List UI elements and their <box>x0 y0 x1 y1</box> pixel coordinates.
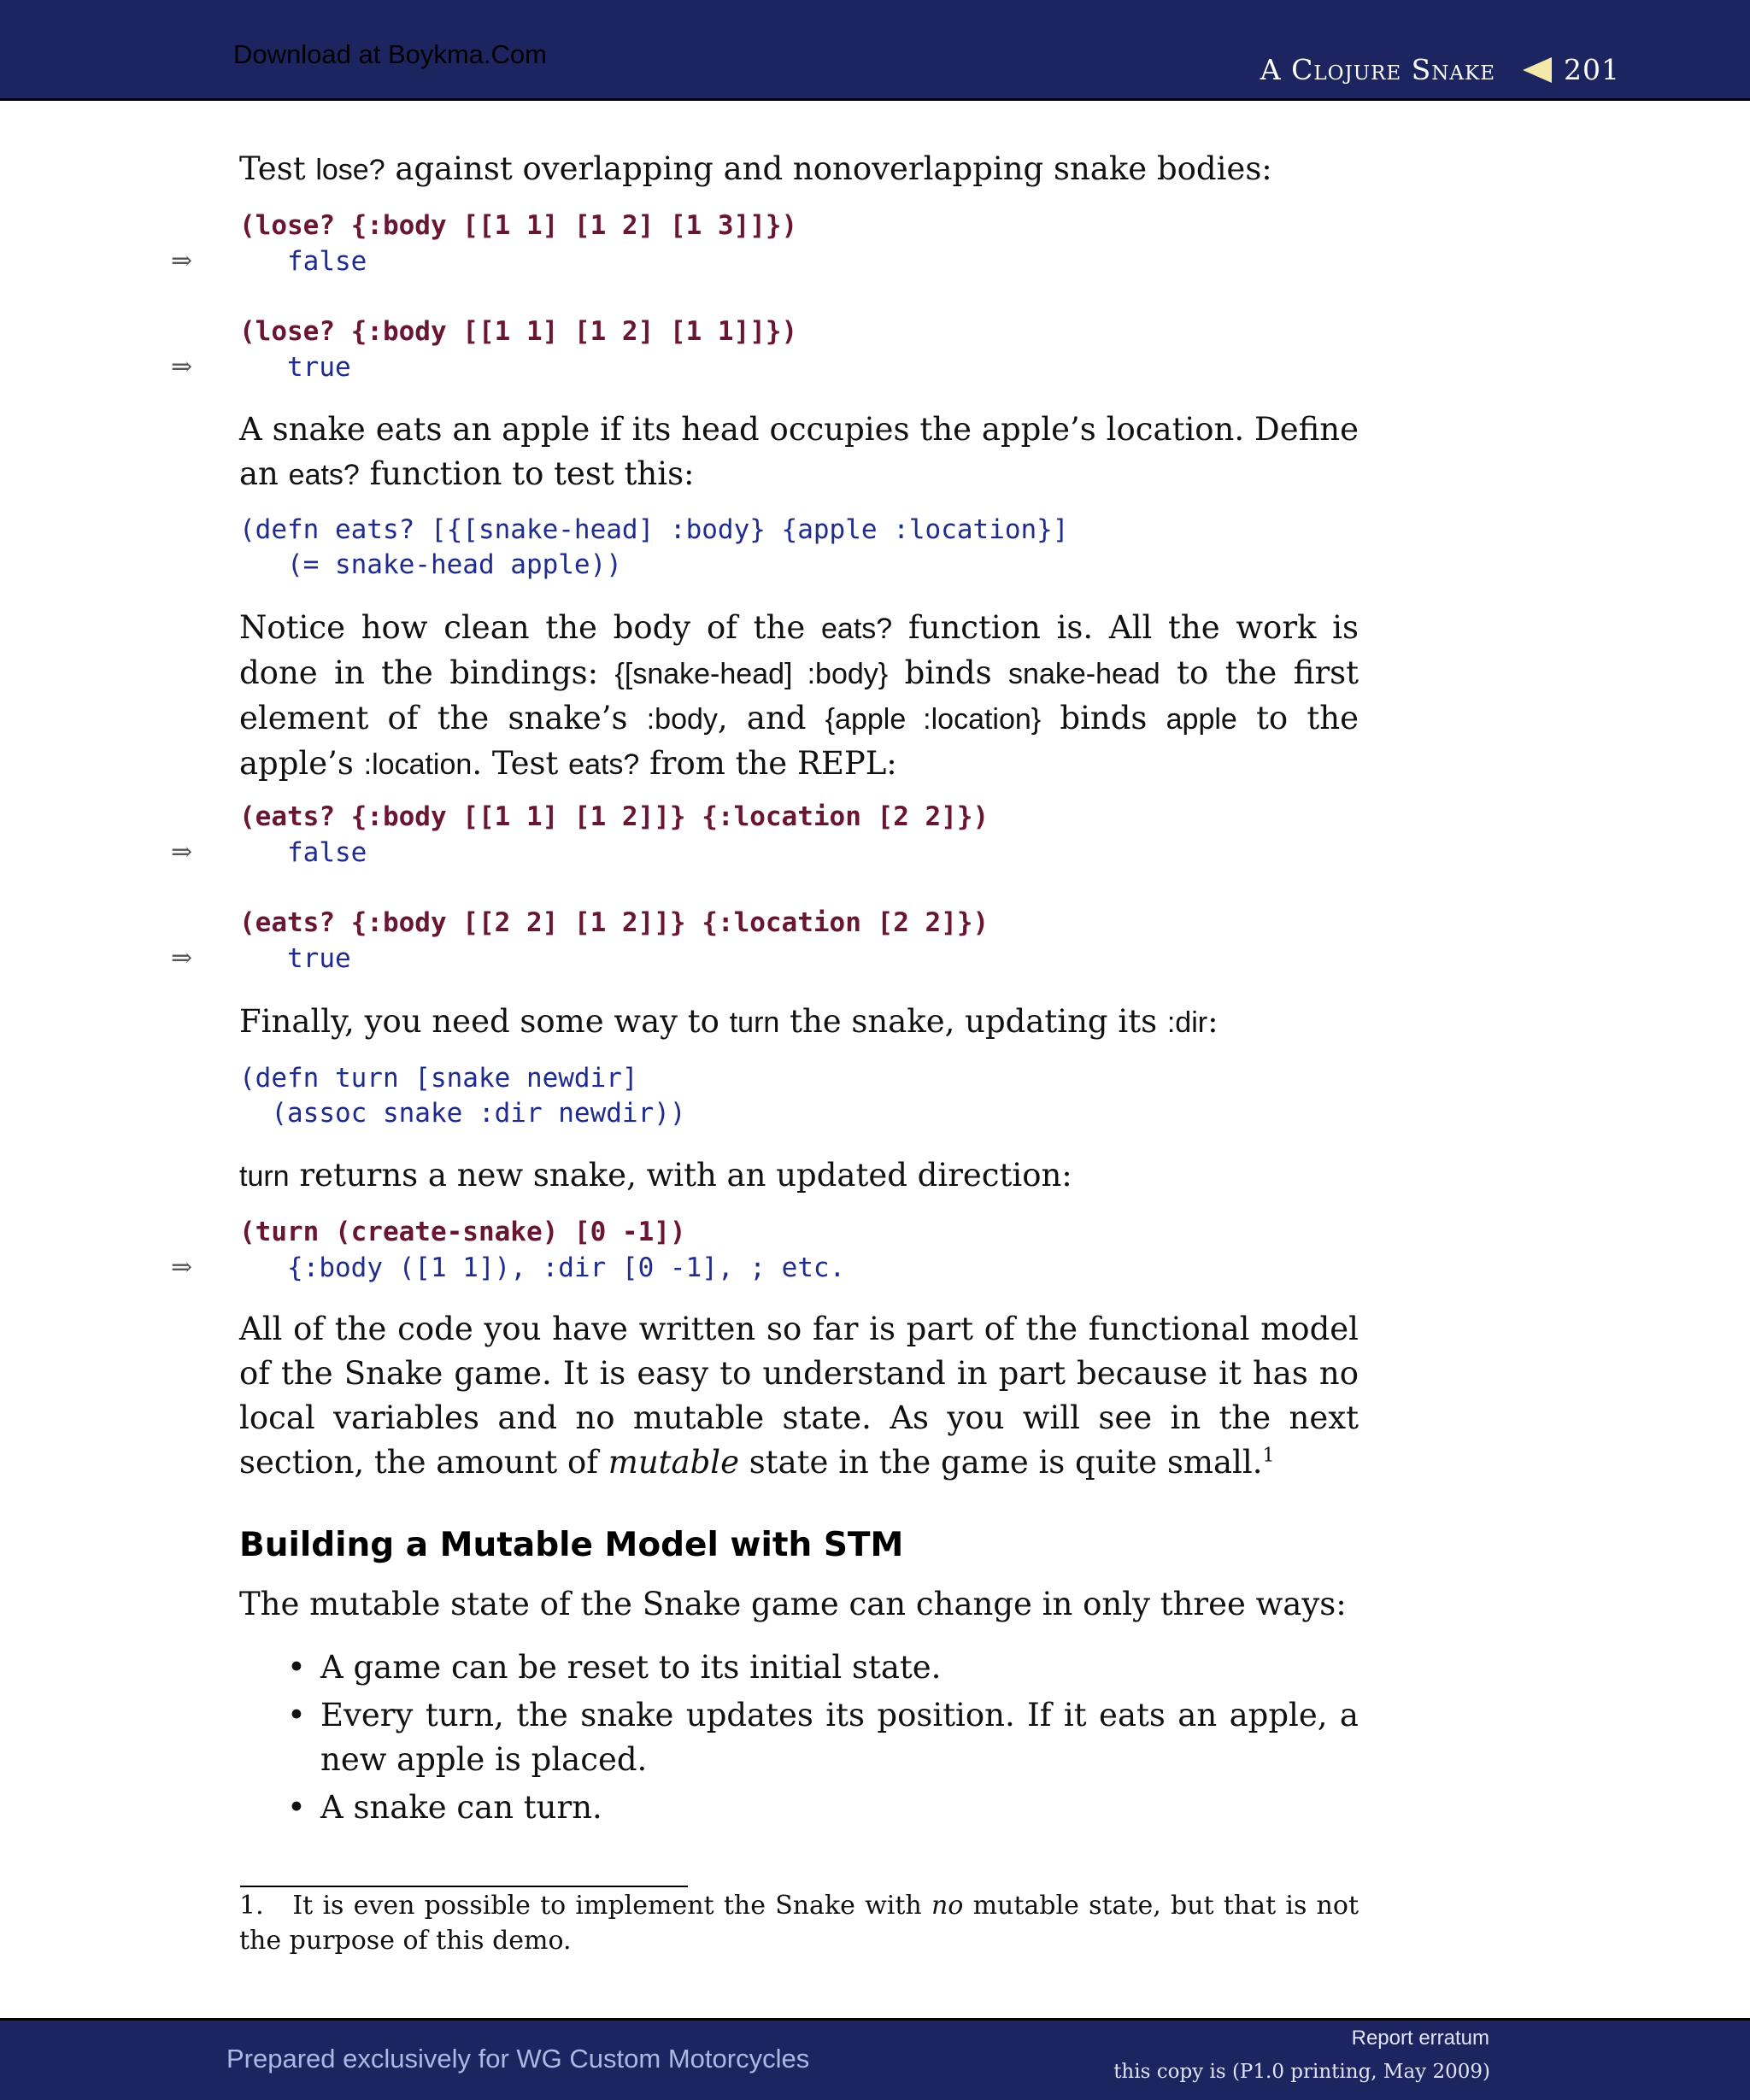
text: , and <box>717 700 825 736</box>
code-input: (eats? {:body [[2 2] [1 2]]} {:location [2 2]}) <box>239 907 990 938</box>
inline-code: :body <box>646 703 718 736</box>
copy-info: this copy is (P1.0 printing, May 2009) <box>1113 2061 1490 2083</box>
text: to the apple’s <box>239 700 1359 782</box>
text: Test <box>239 150 316 187</box>
bullet-icon: • <box>287 1649 306 1686</box>
code-output: false <box>287 837 367 868</box>
paragraph-turn-returns <box>239 1153 1359 1199</box>
bullet-icon: • <box>287 1789 306 1826</box>
text: mutable state, but that is not the purpose of this demo. <box>239 1891 1359 1956</box>
code-line: (= snake-head apple)) <box>239 549 622 580</box>
inline-code: eats? <box>821 613 893 645</box>
list-item <box>287 1645 1359 1690</box>
bullet-icon: • <box>287 1697 306 1733</box>
text: from the REPL: <box>639 745 897 782</box>
emphasis: no <box>931 1891 964 1921</box>
list-item <box>287 1693 1359 1782</box>
paragraph-lose-test <box>239 147 1359 192</box>
text: to the first element of the snake’s <box>239 654 1359 736</box>
bullet-list <box>287 1645 1359 1833</box>
text: It is even possible to implement the Snake with <box>292 1891 931 1921</box>
text: All of the code you have written so far is part of the functional model of the Snake game. It is easy to understand in part because it has no local variables and no mutable state. As you will see in the next section, the amount of <box>239 1311 1359 1481</box>
result-arrow-icon: ⇒ <box>171 943 193 973</box>
inline-code: eats? <box>568 748 640 781</box>
inline-code: turn <box>729 1006 780 1039</box>
footnote-marker[interactable]: 1 <box>1262 1445 1275 1467</box>
previous-page-icon[interactable] <box>1523 57 1552 83</box>
running-head <box>1260 53 1620 86</box>
code-definition <box>239 513 1069 583</box>
text: binds <box>888 654 1009 691</box>
code-line: (defn turn [snake newdir] <box>239 1063 638 1094</box>
inline-code: apple <box>1166 703 1237 736</box>
code-line: (defn eats? [{[snake-head] :body} {apple :location}] <box>239 514 1069 545</box>
result-arrow-icon: ⇒ <box>171 352 193 382</box>
report-erratum-link[interactable]: Report erratum <box>1351 2027 1489 2050</box>
text: A snake eats an apple if its head occupies the apple’s location. Define <box>239 411 1359 448</box>
paragraph-mutable-state: The mutable state of the Snake game can change in only three ways: <box>239 1586 1347 1622</box>
section-title: A Clojure Snake <box>1260 53 1495 86</box>
code-definition <box>239 1061 686 1131</box>
footnote-rule <box>240 1886 688 1887</box>
text: . Test <box>472 745 569 782</box>
list-item-text: A snake can turn. <box>320 1789 602 1826</box>
text: binds <box>1041 700 1166 736</box>
inline-code: snake-head <box>1008 658 1160 690</box>
text-line <box>239 452 1359 497</box>
inline-code: :dir <box>1166 1006 1208 1039</box>
paragraph-eats-explain <box>239 606 1359 787</box>
paragraph-turn-intro <box>239 1000 1359 1045</box>
result-arrow-icon: ⇒ <box>171 837 193 867</box>
inline-code: eats? <box>288 459 360 491</box>
inline-code: :location <box>363 748 473 781</box>
text: against overlapping and nonoverlapping snake bodies: <box>385 150 1272 187</box>
code-input: (lose? {:body [[1 1] [1 2] [1 1]]}) <box>239 316 798 347</box>
code-input: (eats? {:body [[1 1] [1 2]]} {:location [2 2]}) <box>239 801 990 832</box>
footnote-number: 1. <box>239 1891 264 1921</box>
inline-code: lose? <box>315 154 385 186</box>
text: returns a new snake, with an updated direction: <box>289 1157 1072 1194</box>
text: the snake, updating its <box>779 1003 1167 1040</box>
result-arrow-icon: ⇒ <box>171 1252 193 1282</box>
code-output: true <box>287 943 351 974</box>
inline-code: {apple :location} <box>825 703 1042 736</box>
code-line: (assoc snake :dir newdir)) <box>239 1098 686 1129</box>
result-arrow-icon: ⇒ <box>171 246 193 276</box>
text: function is. All the work is done in the bindings: <box>239 609 1359 691</box>
list-item-text: A game can be reset to its initial state. <box>320 1649 942 1686</box>
text: state in the game is quite small. <box>739 1444 1263 1481</box>
code-output: {:body ([1 1]), :dir [0 -1], ; etc. <box>287 1252 846 1283</box>
text: Finally, you need some way to <box>239 1003 730 1040</box>
inline-code: {[snake-head] :body} <box>614 658 889 690</box>
code-output: false <box>287 246 367 277</box>
code-input: (lose? {:body [[1 1] [1 2] [1 3]]}) <box>239 210 798 241</box>
text: an <box>239 455 289 492</box>
paragraph-functional-model <box>239 1307 1359 1485</box>
text: : <box>1207 1003 1219 1040</box>
inline-code: turn <box>239 1160 290 1193</box>
list-item-text: Every turn, the snake updates its position. If it eats an apple, a new apple is placed. <box>320 1697 1359 1778</box>
emphasis: mutable <box>608 1444 739 1481</box>
code-input: (turn (create-snake) [0 -1]) <box>239 1217 686 1247</box>
code-output: true <box>287 352 351 383</box>
download-watermark: Download at Boykma.Com <box>233 39 547 69</box>
prepared-for-text: Prepared exclusively for WG Custom Motorcycles <box>226 2044 810 2074</box>
paragraph-eats-intro <box>239 408 1359 497</box>
footnote <box>239 1888 1359 1958</box>
section-heading: Building a Mutable Model with STM <box>239 1526 904 1564</box>
text: function to test this: <box>359 455 695 492</box>
list-item <box>287 1786 1359 1830</box>
page-number: 201 <box>1564 53 1620 86</box>
text: Notice how clean the body of the <box>239 609 822 646</box>
